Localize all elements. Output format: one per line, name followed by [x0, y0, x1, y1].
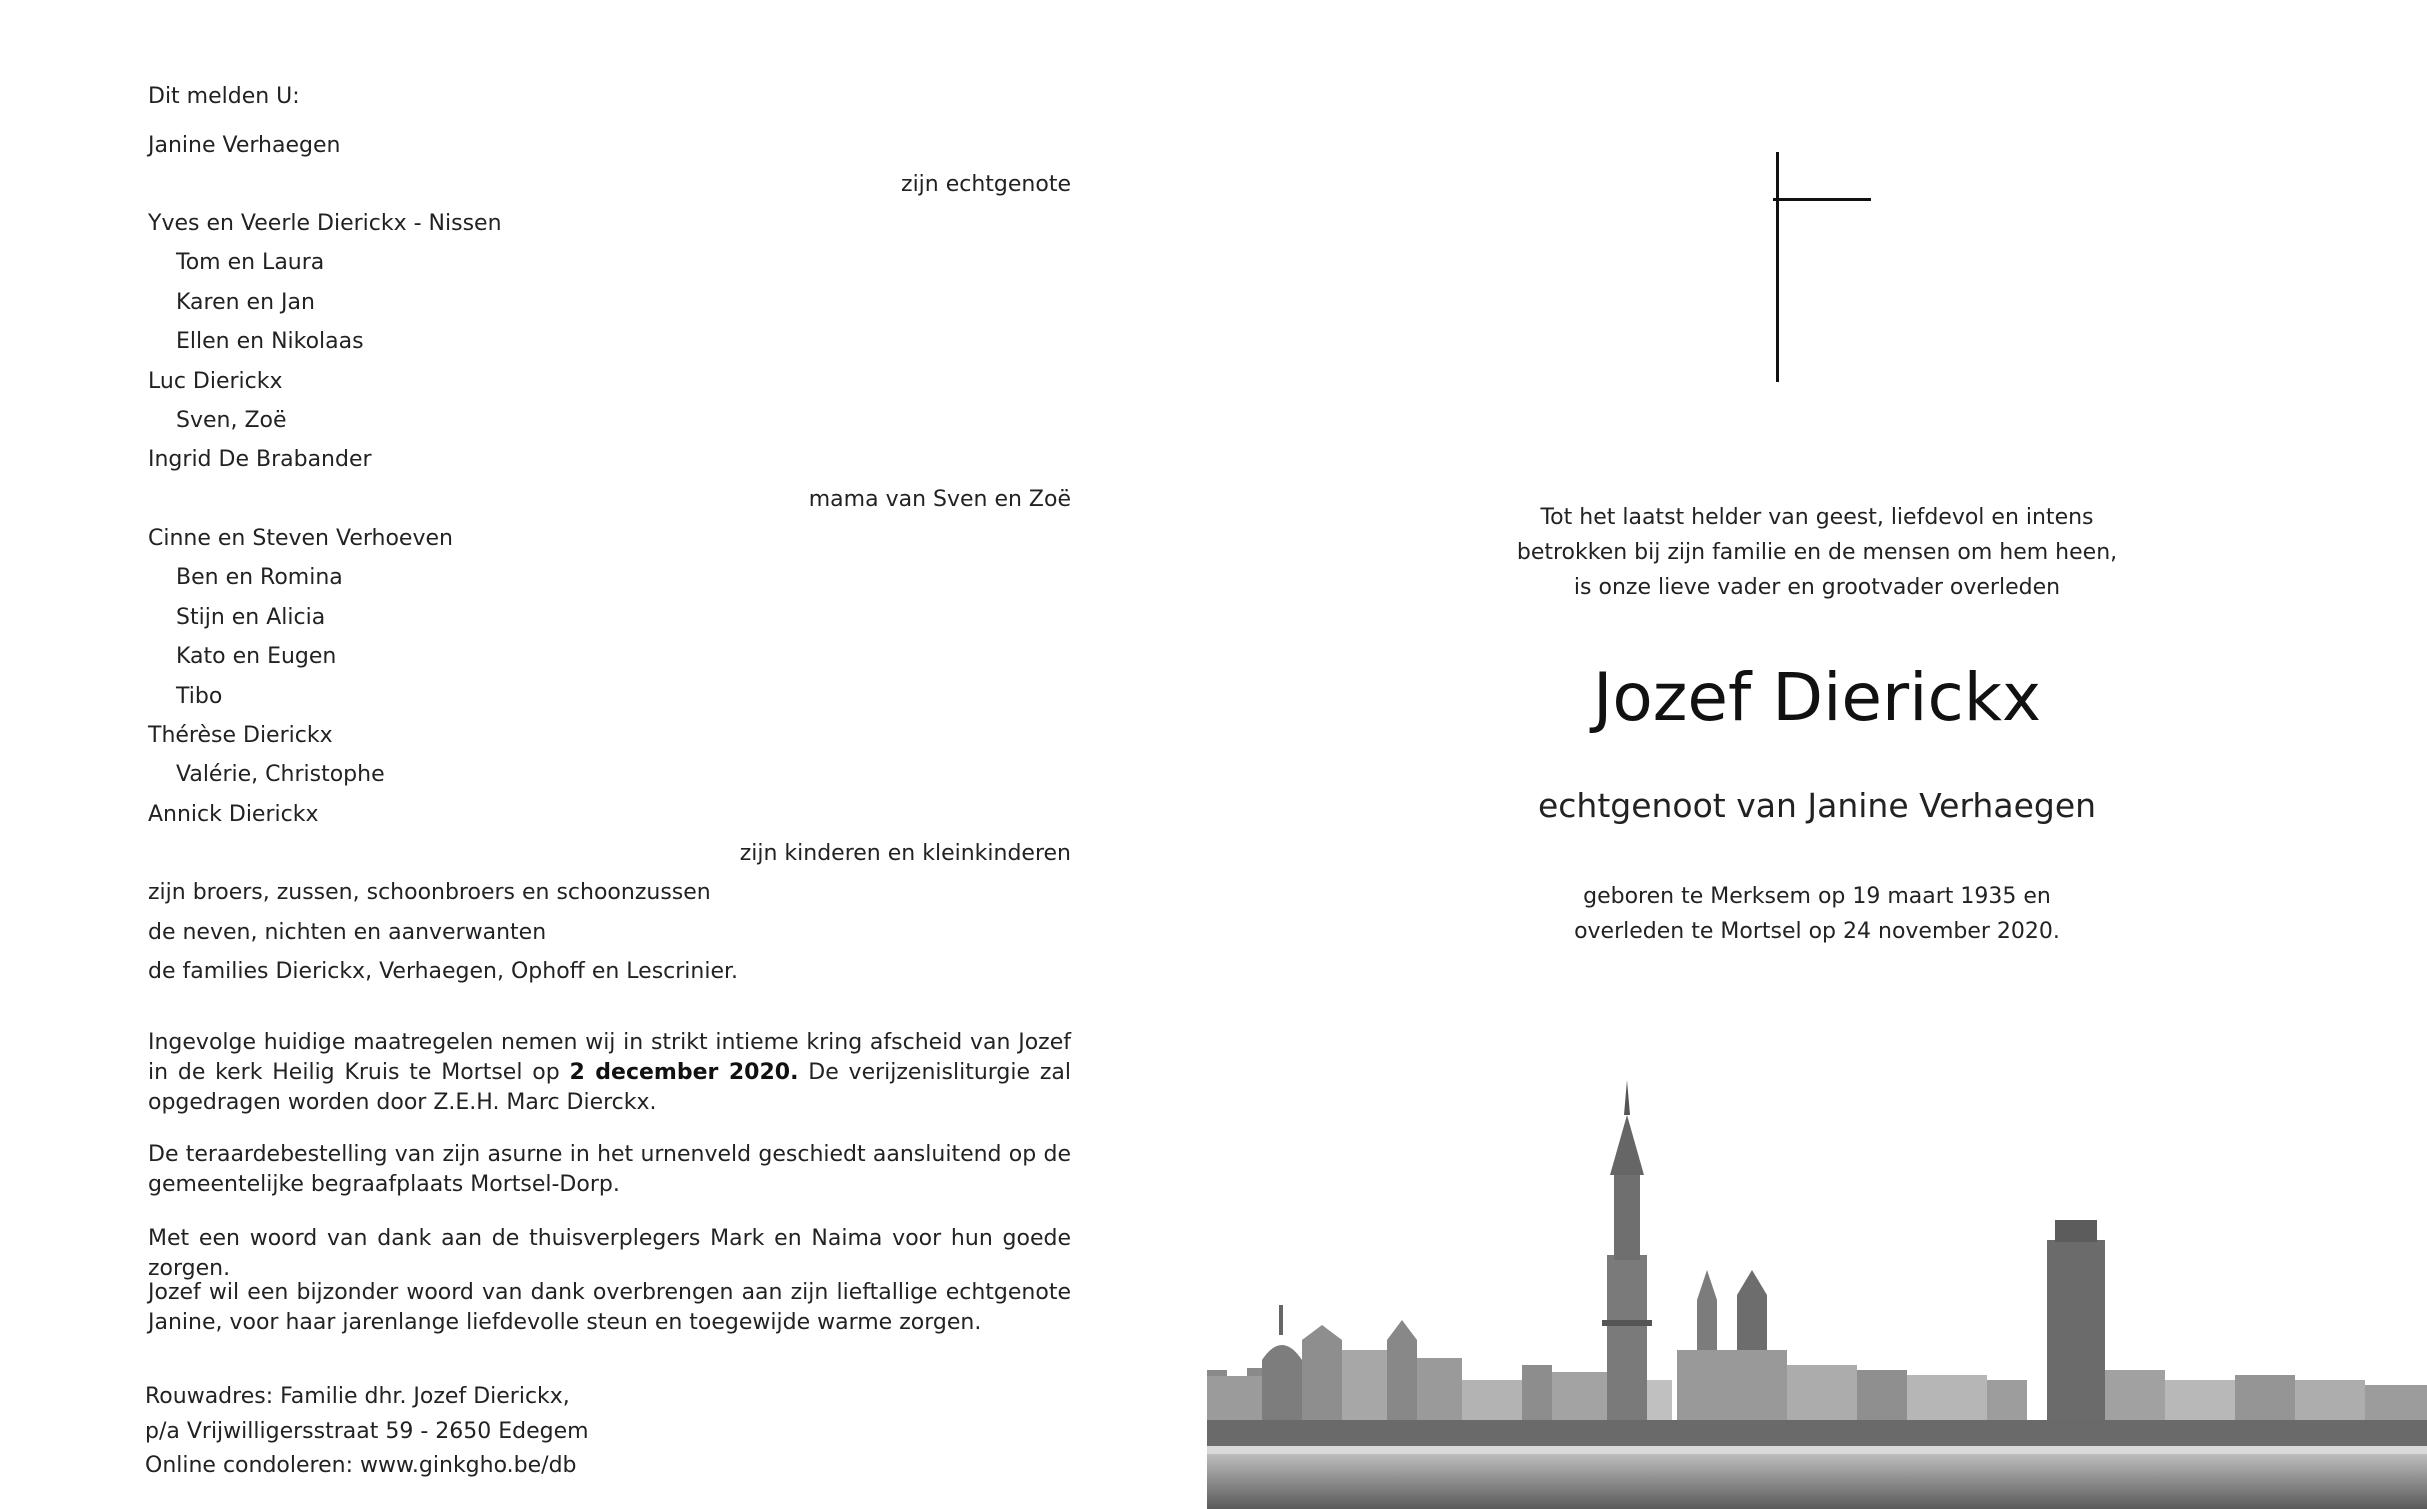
- address-line: p/a Vrijwilligersstraat 59 - 2650 Edegem: [145, 1419, 589, 1444]
- family-line: Cinne en Steven Verhoeven: [148, 526, 453, 551]
- paragraph-ceremony: [148, 1028, 1071, 1118]
- family-line: de families Dierickx, Verhaegen, Ophoff en Lescrinier.: [148, 959, 739, 984]
- family-line: Sven, Zoë: [176, 408, 287, 433]
- address-line: Online condoleren: www.ginkgho.be/db: [145, 1453, 577, 1478]
- family-line: Tom en Laura: [176, 250, 325, 275]
- family-line: Tibo: [176, 684, 223, 709]
- intro-text: is onze lieve vader en grootvader overleden: [1573, 575, 2061, 600]
- family-line: Valérie, Christophe: [176, 762, 385, 787]
- role-line: zijn kinderen en kleinkinderen: [739, 841, 1071, 866]
- spouse-line: echtgenoot van Janine Verhaegen: [1537, 786, 2097, 825]
- right-page: [1207, 0, 2427, 1509]
- family-line: Janine Verhaegen: [148, 133, 341, 158]
- family-line: Annick Dierickx: [148, 802, 319, 827]
- family-line: zijn broers, zussen, schoonbroers en schoonzussen: [148, 880, 711, 905]
- intro-line: Dit melden U:: [148, 84, 300, 109]
- paragraph-thanks-spouse: Jozef wil een bijzonder woord van dank overbrengen aan zijn lieftallige echtgenote Janine, voor haar jarenlange liefdevolle steun en toegewijde warme zorgen.: [148, 1280, 1071, 1335]
- family-line: Stijn en Alicia: [176, 605, 326, 630]
- family-line: Kato en Eugen: [176, 644, 337, 669]
- family-line: Luc Dierickx: [148, 369, 283, 394]
- role-line: zijn echtgenote: [901, 172, 1071, 197]
- paragraph-thanks-nurses: Met een woord van dank aan de thuisverplegers Mark en Naima voor hun goede zorgen.: [148, 1226, 1071, 1281]
- city-skyline-image: [1207, 1080, 2427, 1509]
- ceremony-date: 2 december 2020.: [569, 1060, 799, 1085]
- cross-icon: [1776, 152, 1779, 382]
- paragraph-burial: De teraardebestelling van zijn asurne in het urnenveld geschiedt aansluitend op de gemeentelijke begraafplaats Mortsel-Dorp.: [148, 1142, 1071, 1197]
- role-line: mama van Sven en Zoë: [808, 487, 1071, 512]
- paragraph-text: De verijzenisliturgie zal opgedragen worden door Z.E.H. Marc Dierckx.: [148, 1060, 1071, 1115]
- family-line: Karen en Jan: [176, 290, 315, 315]
- family-line: de neven, nichten en aanverwanten: [148, 920, 547, 945]
- address-line: Rouwadres: Familie dhr. Jozef Dierickx,: [145, 1384, 570, 1409]
- family-line: Ben en Romina: [176, 565, 343, 590]
- death-line: overleden te Mortsel op 24 november 2020.: [1574, 919, 2060, 944]
- intro-text: Tot het laatst helder van geest, liefdevol en intens: [1540, 505, 2094, 530]
- intro-text: betrokken bij zijn familie en de mensen om hem heen,: [1516, 540, 2118, 565]
- cross-icon-bar: [1773, 198, 1871, 201]
- family-line: Thérèse Dierickx: [148, 723, 333, 748]
- deceased-name: Jozef Dierickx: [1592, 659, 2042, 736]
- birth-line: geboren te Merksem op 19 maart 1935 en: [1583, 884, 2051, 909]
- family-line: Yves en Veerle Dierickx - Nissen: [148, 211, 502, 236]
- family-line: Ellen en Nikolaas: [176, 329, 364, 354]
- family-line: Ingrid De Brabander: [148, 447, 372, 472]
- paragraph-text: Ingevolge huidige maatregelen nemen wij in strikt intieme kring afscheid van Jozef in de kerk Heilig Kruis te Mortsel op: [148, 1030, 1071, 1085]
